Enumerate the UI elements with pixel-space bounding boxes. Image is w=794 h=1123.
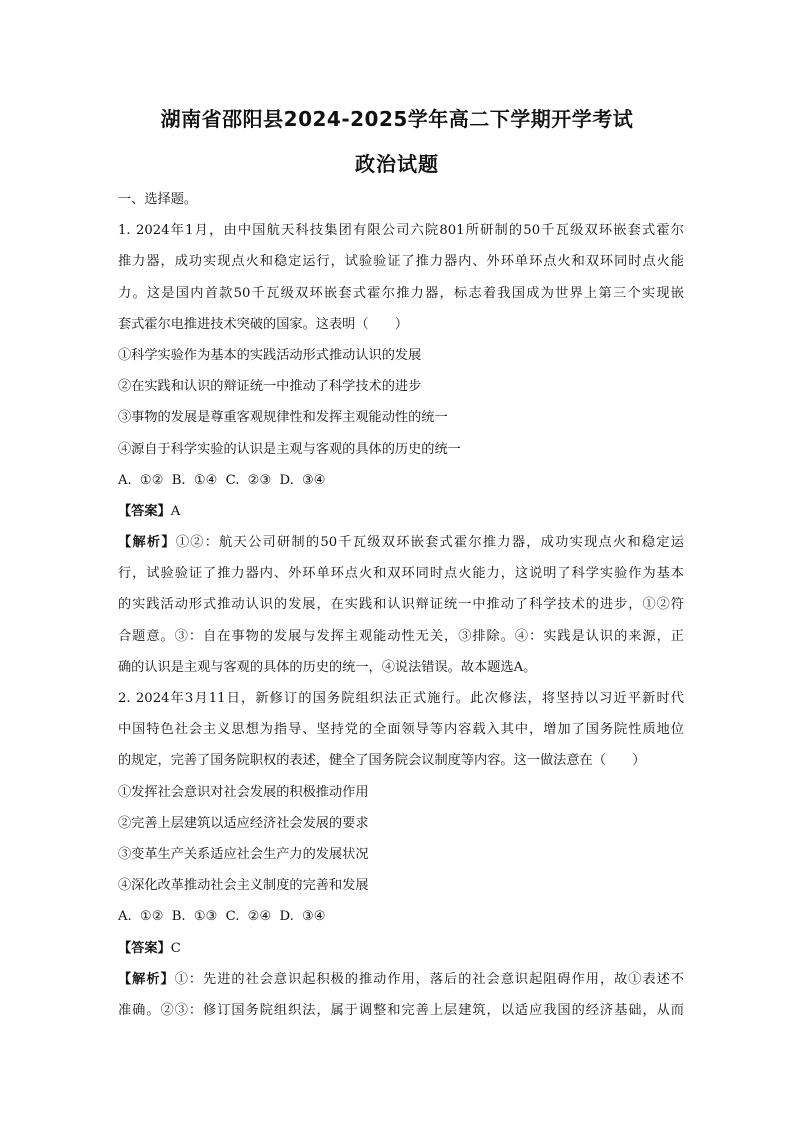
question-stem-line: 套式霍尔电推进技术突破的国家。这表明（ ） <box>118 316 409 332</box>
question-stem-line: 1. 2024年1月，由中国航天科技集团有限公司六院801所研制的50千瓦级双环嵌套式霍尔 <box>118 223 684 239</box>
answer-row <box>118 496 684 527</box>
question-1 <box>118 215 684 683</box>
analysis-label: 【解析】 <box>118 971 175 987</box>
analysis-text: ①②：航天公司研制的50千瓦级双环嵌套式霍尔推力器，成功实现点火和稳定运 <box>175 535 684 551</box>
analysis-line <box>118 527 684 558</box>
answer-label: 【答案】 <box>118 503 171 519</box>
question-stem-line: 2. 2024年3月11日，新修订的国务院组织法正式施行。此次修法，将坚持以习近平新时代 <box>118 691 684 706</box>
analysis-text: ①：先进的社会意识起积极的推动作用，落后的社会意识起阻碍作用，故①表述不 <box>174 971 685 987</box>
question-stem-line: 的规定，完善了国务院职权的表述，健全了国务院会议制度等内容。这一做法意在（ ） <box>118 753 646 769</box>
answer-value: A <box>170 503 181 519</box>
question-2 <box>118 683 684 1026</box>
analysis-line: 确的认识是主观与客观的具体的历史的统一，④说法错误。故本题选A。 <box>118 659 537 675</box>
analysis-line: 合题意。③：自在事物的发展与发挥主观能动性无关，③排除。④：实践是认识的来源，正 <box>118 628 684 644</box>
document-title: 湖南省邵阳县2024-2025学年高二下学期开学考试 <box>160 107 634 131</box>
statement: ④源自于科学实验的认识是主观与客观的具体的历史的统一 <box>118 441 461 457</box>
analysis-label: 【解析】 <box>118 535 176 551</box>
answer-options: A. ①② B. ①④ C. ②③ D. ③④ <box>118 472 326 488</box>
analysis-line: 的实践活动形式推动认识的发展，在实践和认识辩证统一中推动了科学技术的进步，①②符 <box>118 597 684 613</box>
answer-row <box>118 933 684 964</box>
analysis-line: 行，试验验证了推力器内、外环单环点火和双环同时点火能力，这说明了科学实验作为基本 <box>118 566 684 582</box>
statement: ②完善上层建筑以适应经济社会发展的要求 <box>118 815 369 831</box>
question-stem-line: 力。这是国内首款50千瓦级双环嵌套式霍尔推力器，标志着我国成为世界上第三个实现嵌 <box>118 285 684 301</box>
document-body <box>118 184 684 1026</box>
question-stem-line: 中国特色社会主义思想为指导、坚持党的全面领导等内容载入其中，增加了国务院性质地位 <box>118 722 684 738</box>
analysis-line: 准确。②③：修订国务院组织法，属于调整和完善上层建筑，以适应我国的经济基础，从而 <box>118 1002 684 1018</box>
statement: ④深化改革推动社会主义制度的完善和发展 <box>118 878 369 894</box>
statement: ③变革生产关系适应社会生产力的发展状况 <box>118 846 369 862</box>
section-heading: 一、选择题。 <box>118 192 198 207</box>
statement: ③事物的发展是尊重客观规律性和发挥主观能动性的统一 <box>118 410 448 426</box>
answer-value: C <box>170 940 181 956</box>
document-subtitle: 政治试题 <box>355 152 439 176</box>
question-stem-line: 推力器，成功实现点火和稳定运行，试验验证了推力器内、外环单环点火和双环同时点火能 <box>118 254 684 270</box>
statement: ②在实践和认识的辩证统一中推动了科学技术的进步 <box>118 379 422 395</box>
answer-options: A. ①② B. ①③ C. ②④ D. ③④ <box>118 909 326 925</box>
statement: ①科学实验作为基本的实践活动形式推动认识的发展 <box>118 347 422 363</box>
statement: ①发挥社会意识对社会发展的积极推动作用 <box>118 784 369 800</box>
answer-label: 【答案】 <box>118 940 171 956</box>
analysis-line <box>118 964 684 995</box>
